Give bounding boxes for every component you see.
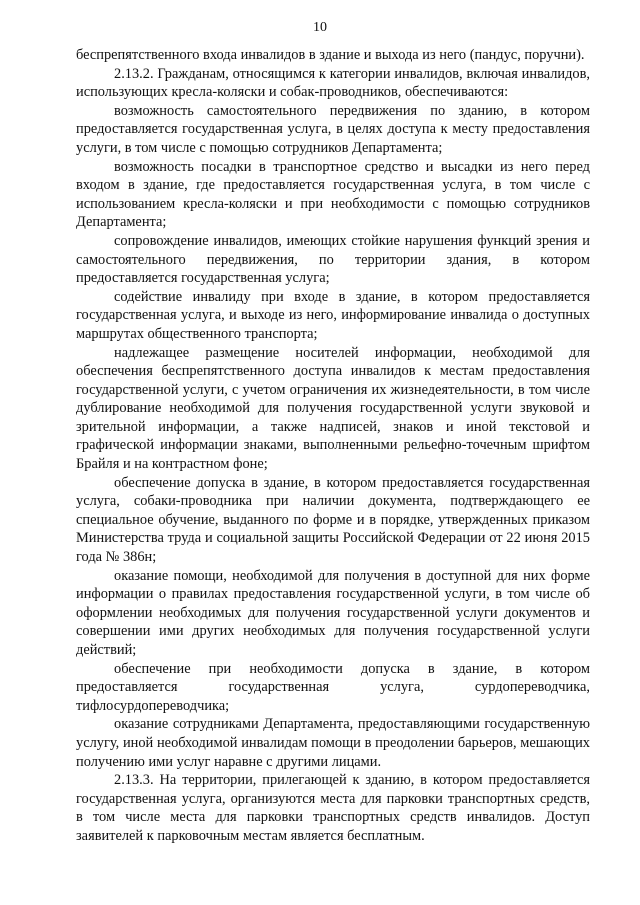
paragraph-entry-assistance: содействие инвалиду при входе в здание, в котором предоставляется государственная услуга, и выходе из него, информирование инвалида о доступных маршрутах общественного транспорта;	[76, 288, 590, 342]
paragraph-staff-assistance: оказание сотрудниками Департамента, предоставляющими государственную услугу, иной необходимой инвалидам помощи в преодолении барьеров, мешающих получению ими услуг наравне с другими лицами.	[76, 716, 590, 770]
page-number: 10	[313, 20, 327, 35]
document-body	[76, 46, 590, 846]
paragraph-guide-dog: обеспечение допуска в здание, в котором предоставляется государственная услуга, собаки-проводника при наличии документа, подтверждающего ее специальное обучение, выданного по форме и в порядке, утвержденных приказом Министерства труда и социальной защиты Российской Федерации от 22 июня 2015 года № 386н;	[76, 474, 590, 566]
paragraph-transport-boarding: возможность посадки в транспортное средство и высадки из него перед входом в здание, где предоставляется государственная услуга, в том числе с использованием кресла-коляски и при необходимости с помощью сотрудников Департамента;	[76, 158, 590, 231]
paragraph-escort: сопровождение инвалидов, имеющих стойкие нарушения функций зрения и самостоятельного передвижения, по территории здания, в котором предоставляется государственная услуга;	[76, 232, 590, 287]
paragraph-2-13-2: 2.13.2. Гражданам, относящимся к категории инвалидов, включая инвалидов, использующих кресла-коляски и собак-проводников, обеспечиваются:	[76, 65, 590, 101]
paragraph-information-placement: надлежащее размещение носителей информации, необходимой для обеспечения беспрепятственного доступа инвалидов к местам предоставления государственной услуги, с учетом ограничения их жизнедеятельности, в том числе дублирование необходимой для получения государственной услуги звуковой и зрительной информации, а также надписей, знаков и иной текстовой и графической информации знаками, выполненными рельефно-точечным шрифтом Брайля и на контрастном фоне;	[76, 344, 590, 473]
paragraph-movement: возможность самостоятельного передвижения по зданию, в котором предоставляется государственная услуга, в целях доступа к месту предоставления услуги, в том числе с помощью сотрудников Департамента;	[76, 102, 590, 156]
paragraph-sign-interpreter: обеспечение при необходимости допуска в здание, в котором предоставляется государственная услуга, сурдопереводчика, тифлосурдопереводчика;	[76, 660, 590, 714]
paragraph-information-help: оказание помощи, необходимой для получения в доступной для них форме информации о правилах предоставления государственной услуги, в том числе об оформлении необходимых для получения государственной услуги документов и совершении ими других необходимых для получения государственной услуги действий;	[76, 567, 590, 658]
paragraph-2-13-3: 2.13.3. На территории, прилегающей к зданию, в котором предоставляется государственная услуга, организуются места для парковки транспортных средств, в том числе места для парковки транспортных средств инвалидов. Доступ заявителей к парковочным местам является бесплатным.	[76, 772, 590, 844]
paragraph-entrance-continuation: беспрепятственного входа инвалидов в здание и выхода из него (пандус, поручни).	[76, 47, 585, 63]
